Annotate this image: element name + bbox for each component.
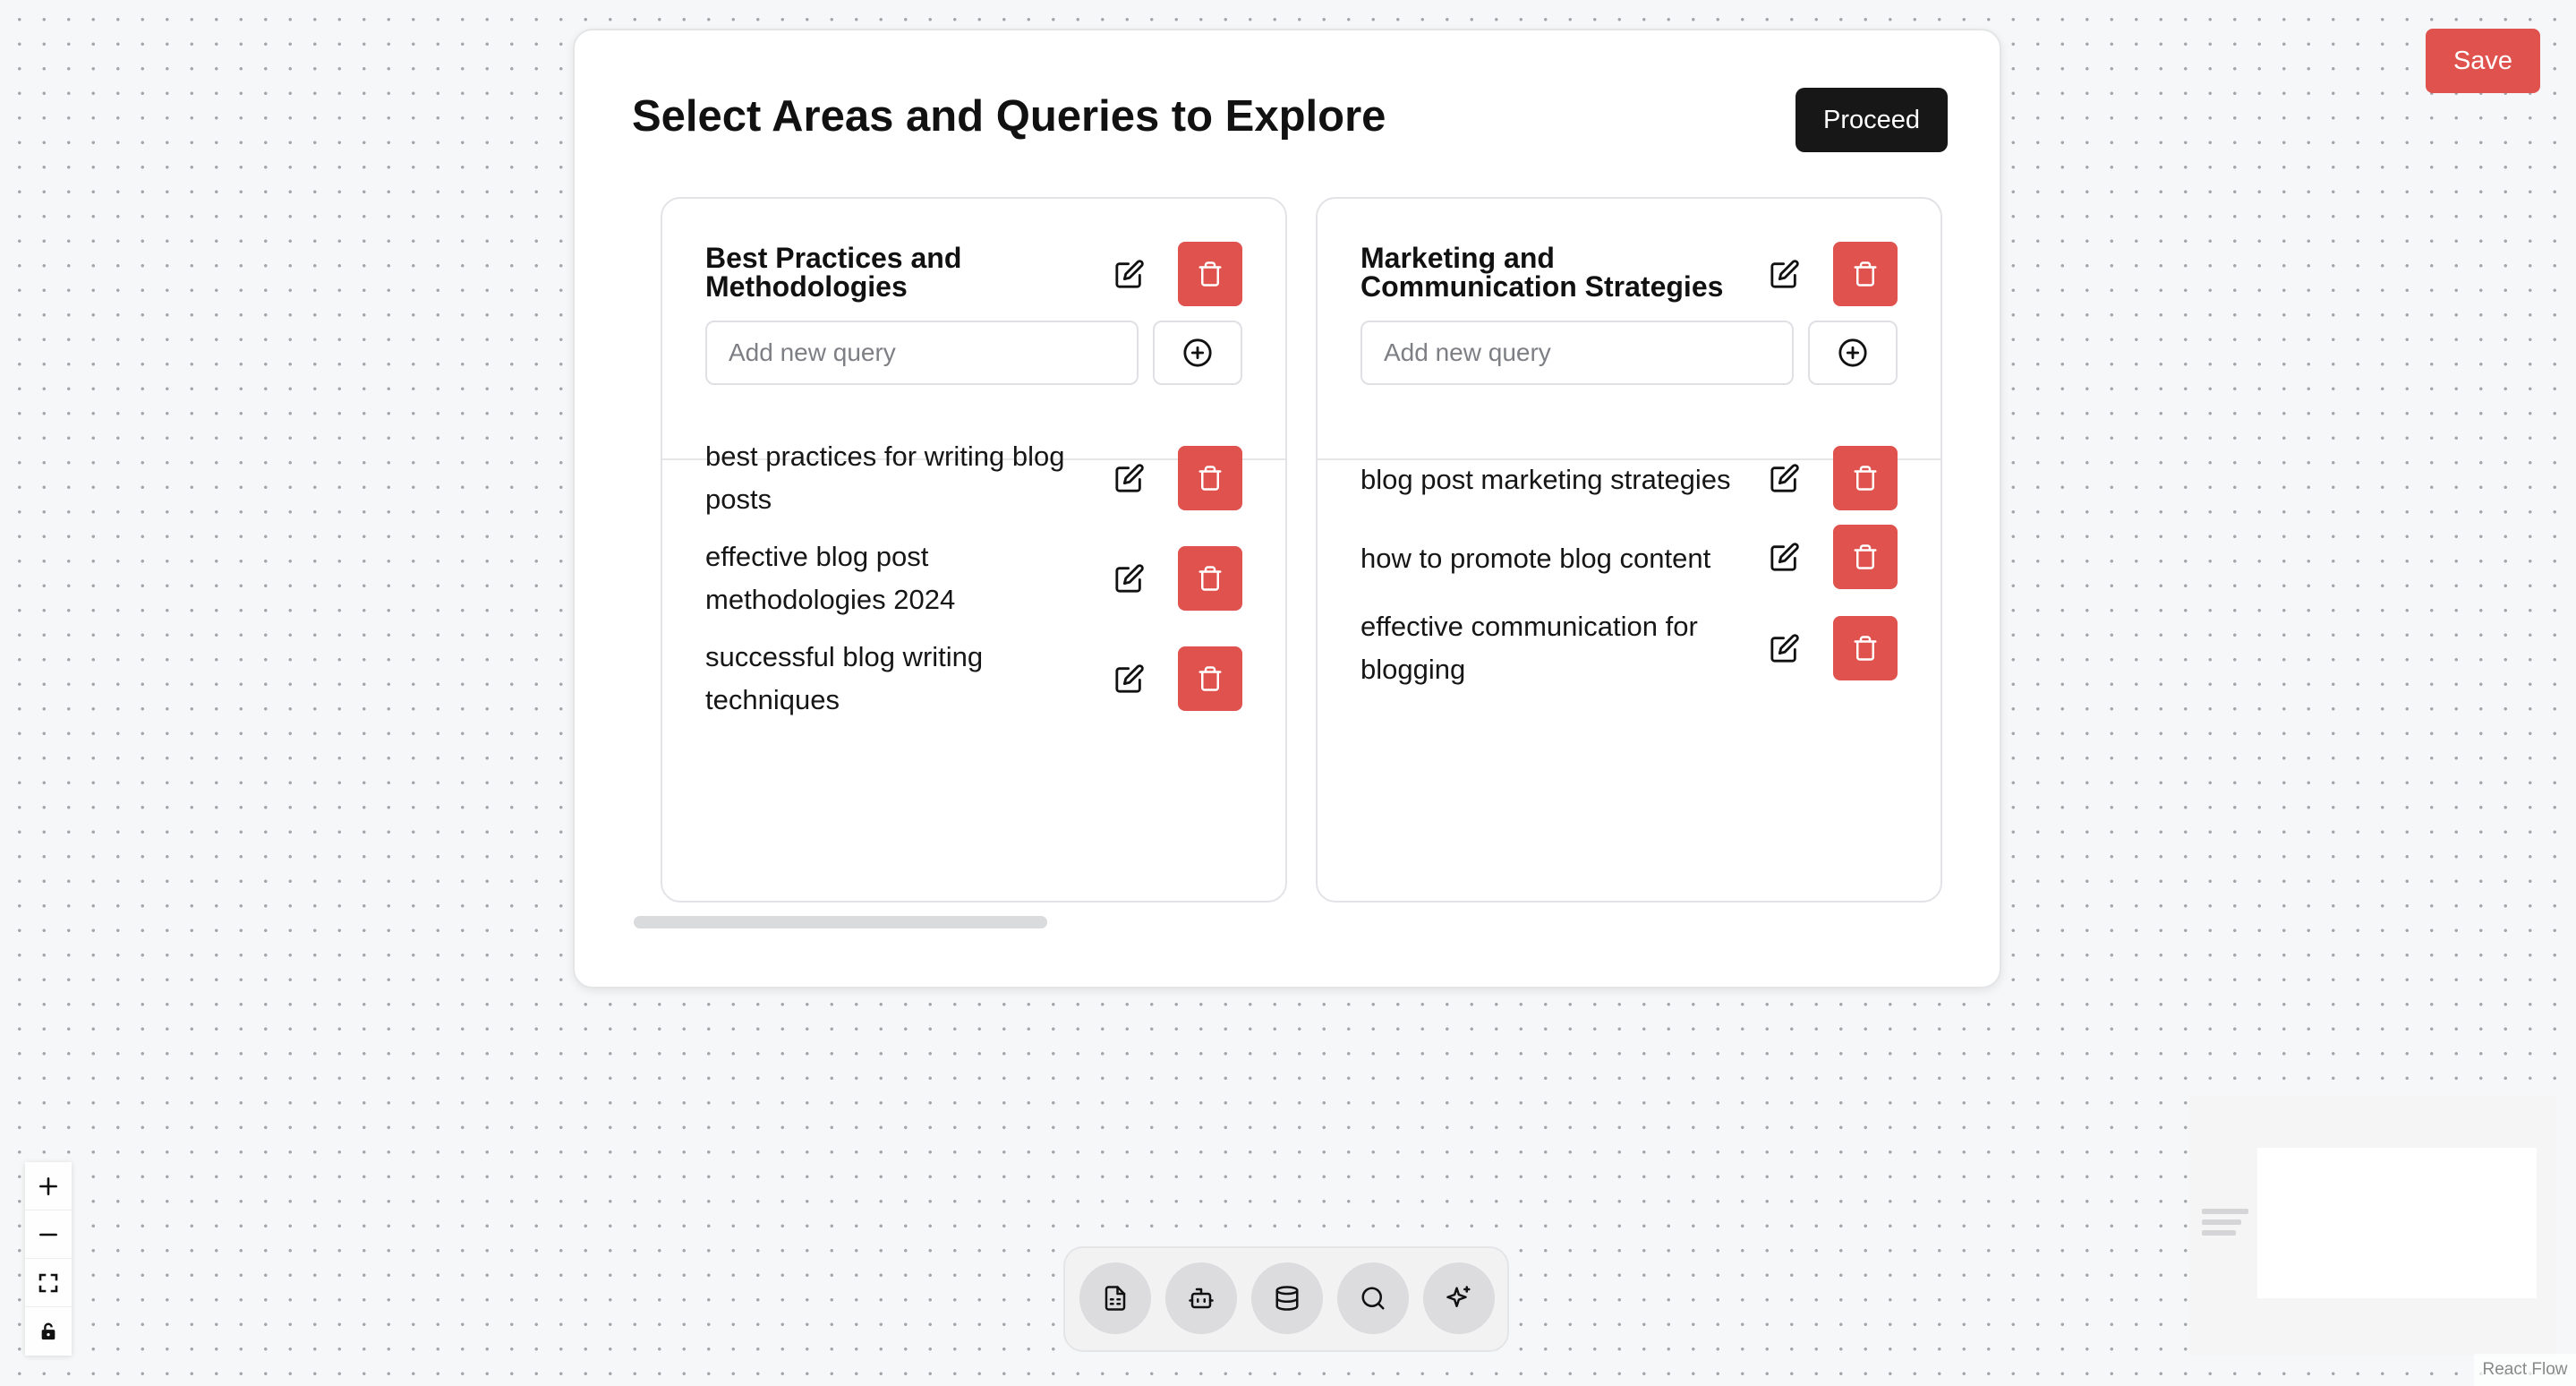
minimap-node: [2202, 1219, 2241, 1225]
edit-query-button[interactable]: [1097, 446, 1162, 510]
edit-query-button[interactable]: [1753, 525, 1817, 589]
area-card: [661, 197, 1287, 903]
edit-query-button[interactable]: [1753, 446, 1817, 510]
sparkles-icon: [1446, 1285, 1472, 1312]
edit-area-button[interactable]: [1097, 242, 1162, 306]
ai-tool-button[interactable]: [1423, 1262, 1495, 1334]
react-flow-attribution[interactable]: React Flow: [2474, 1354, 2576, 1386]
edit-area-button[interactable]: [1753, 242, 1817, 306]
add-query-button[interactable]: [1153, 321, 1242, 385]
edit-query-button[interactable]: [1097, 646, 1162, 711]
delete-query-button[interactable]: [1178, 446, 1242, 510]
proceed-button[interactable]: Proceed: [1796, 88, 1948, 152]
delete-query-button[interactable]: [1833, 446, 1898, 510]
query-text: effective blog post methodologies 2024: [705, 541, 956, 615]
edit-icon: [1114, 463, 1145, 493]
zoom-in-button[interactable]: [25, 1162, 72, 1211]
edit-icon: [1114, 663, 1145, 694]
edit-icon: [1770, 463, 1800, 493]
delete-query-button[interactable]: [1178, 646, 1242, 711]
zoom-out-button[interactable]: [25, 1211, 72, 1259]
areas-panel: [573, 29, 2001, 988]
edit-icon: [1770, 542, 1800, 572]
trash-icon: [1852, 261, 1879, 287]
edit-icon: [1770, 633, 1800, 663]
query-text: successful blog writing techniques: [705, 641, 984, 715]
trash-icon: [1852, 635, 1879, 662]
horizontal-scrollbar[interactable]: [634, 916, 1047, 928]
query-text: blog post marketing strategies: [1361, 464, 1731, 495]
edit-query-button[interactable]: [1753, 616, 1817, 680]
lock-button[interactable]: [25, 1307, 72, 1356]
search-icon: [1360, 1285, 1386, 1312]
zoom-out-icon: [37, 1223, 60, 1246]
edit-icon: [1770, 259, 1800, 289]
delete-query-button[interactable]: [1178, 546, 1242, 611]
zoom-in-icon: [37, 1175, 60, 1198]
flow-controls: [25, 1162, 72, 1356]
document-icon: [1102, 1285, 1129, 1312]
area-card: [1316, 197, 1942, 903]
area-title: Marketing and Communication Strategies: [1361, 242, 1724, 303]
area-title: Best Practices and Methodologies: [705, 242, 962, 303]
bot-tool-button[interactable]: [1165, 1262, 1237, 1334]
delete-area-button[interactable]: [1833, 242, 1898, 306]
minimap[interactable]: [2189, 1096, 2556, 1356]
plus-circle-icon: [1838, 338, 1868, 368]
area-card-header: [1318, 199, 1941, 460]
query-text: how to promote blog content: [1361, 543, 1711, 574]
bottom-toolbar: [1063, 1246, 1509, 1352]
lock-icon: [38, 1322, 58, 1341]
delete-query-button[interactable]: [1833, 525, 1898, 589]
minimap-viewport: [2257, 1148, 2537, 1298]
search-tool-button[interactable]: [1337, 1262, 1409, 1334]
panel-title: Select Areas and Queries to Explore: [632, 92, 1386, 141]
edit-query-button[interactable]: [1097, 546, 1162, 611]
save-button[interactable]: Save: [2426, 29, 2540, 93]
area-card-header: [662, 199, 1285, 460]
add-query-button[interactable]: [1808, 321, 1898, 385]
document-tool-button[interactable]: [1079, 1262, 1151, 1334]
minimap-node: [2202, 1230, 2236, 1236]
new-query-input[interactable]: [1361, 321, 1794, 385]
delete-query-button[interactable]: [1833, 616, 1898, 680]
new-query-input[interactable]: [705, 321, 1139, 385]
edit-icon: [1114, 563, 1145, 594]
database-tool-button[interactable]: [1251, 1262, 1323, 1334]
bot-icon: [1188, 1285, 1215, 1312]
fit-view-button[interactable]: [25, 1259, 72, 1307]
trash-icon: [1852, 543, 1879, 570]
minimap-node: [2202, 1209, 2248, 1214]
plus-circle-icon: [1182, 338, 1213, 368]
database-icon: [1274, 1285, 1301, 1312]
fit-view-icon: [38, 1272, 59, 1294]
trash-icon: [1197, 665, 1224, 692]
edit-icon: [1114, 259, 1145, 289]
trash-icon: [1197, 565, 1224, 592]
trash-icon: [1197, 261, 1224, 287]
trash-icon: [1197, 465, 1224, 492]
query-text: best practices for writing blog posts: [705, 441, 1065, 515]
delete-area-button[interactable]: [1178, 242, 1242, 306]
query-text: effective communication for blogging: [1361, 611, 1698, 685]
trash-icon: [1852, 465, 1879, 492]
